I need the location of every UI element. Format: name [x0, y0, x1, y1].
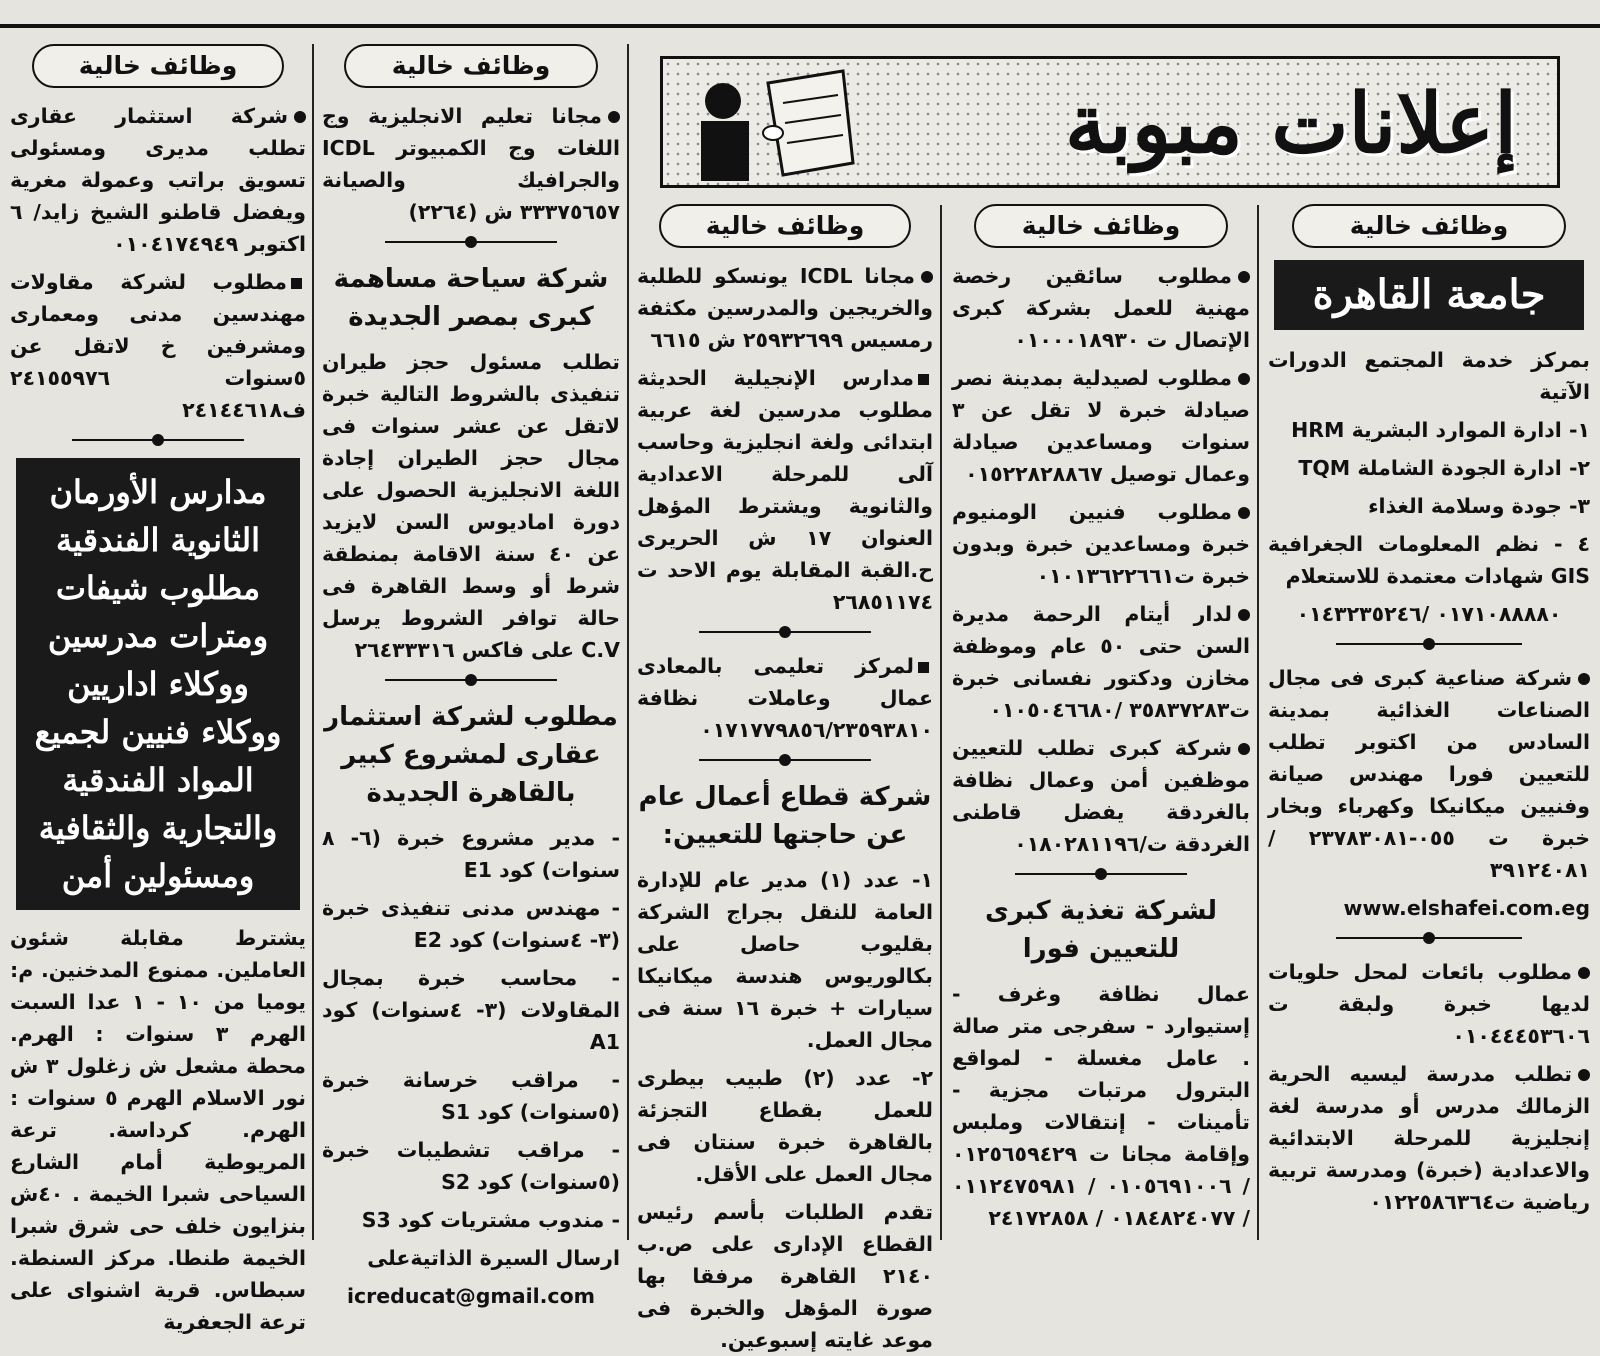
job-item: - مدير مشروع خبرة (٦- ٨ سنوات) كود E1 [322, 826, 620, 882]
banner-title: إعلانات مبوبة [1064, 76, 1517, 172]
separator [72, 432, 244, 448]
ad-text: مطلوب بائعات لمحل حلويات لديها خبرة ولبقة ت ٠١٠٤٤٤٥٣٦٠٦ [1268, 960, 1590, 1048]
ad-text: ارسال السيرة الذاتيةعلى [367, 1246, 620, 1270]
column-rule [627, 44, 629, 1240]
website-link[interactable]: www.elshafei.com.eg [1343, 896, 1590, 920]
reader-illustration-icon [673, 63, 873, 183]
ad-title: شركة قطاع أعمال عام عن حاجتها للتعيين: [638, 782, 932, 850]
column-1 [1268, 200, 1590, 1242]
ad-text: شركة كبرى تطلب للتعيين موظفين أمن وعمال نظافة بالغردقة يفضل قاطنى الغردقة ت/٠١٨٠٢٨١١٩٦ [952, 736, 1250, 856]
top-rule [0, 24, 1600, 28]
column-3 [637, 200, 933, 1352]
bullet-icon [1238, 271, 1250, 283]
ad-text: مجانا تعليم الانجليزية وج اللغات وج الكمبيوتر ICDL والجرافيك والصيانة ٣٣٣٧٥٦٥٧ ش (٢٢٦٤) [322, 104, 620, 224]
column-rule [1257, 205, 1259, 1240]
ad-text: مدارس الإنجيلية الحديثة مطلوب مدرسين لغة عربية ابتدائى ولغة انجليزية وحاسب آلى للمرحلة الاعدادية والثانوية ويشترط المؤهل العنوان ١٧ ش الحريرى ح.القبة المقابلة يوم الاحد ت ٢٦٨٥١١٧٤ [637, 366, 933, 614]
ad-text: تطلب مدرسة ليسيه الحرية الزمالك مدرس أو مدرسة لغة إنجليزية للمرحلة الابتدائية والاعدادية (خبرة) ومدرسة تربية رياضية ت٠١٢٢٥٨٦٣٦٤ [1268, 1062, 1590, 1214]
ad-text: مطلوب فنيين الومنيوم خبرة ومساعدين خبرة وبدون خبرة ت٠١٠١٣٦٢٢٦٦١ [952, 500, 1250, 588]
separator [1336, 930, 1523, 946]
separator [1336, 636, 1523, 652]
course-item: ٣- جودة وسلامة الغذاء [1368, 494, 1590, 518]
cairo-university-box: جامعة القاهرة [1274, 260, 1584, 330]
column-header: وظائف خالية [32, 44, 285, 88]
classifieds-banner [660, 56, 1560, 188]
ad-text: عمال نظافة وغرف - إستيوارد - سفرجى متر صالة . عامل مغسلة - لمواقع البترول مرتبات مجزية - تأمينات - إنتقالات وملبس وإقامة مجانا ت ٠١٢٥٦٥٩٤٢٩ / ٠١٠٥٦٩١٠٠٦ / ٠١١٢٤٧٥٩٨١ / ٠١٨٤٨٢٤٠٧٧ / ٢٤١٧٢٨٥٨ [952, 982, 1251, 1230]
column-5 [10, 40, 307, 1334]
ad-text: مطلوب لصيدلية بمدينة نصر صيادلة خبرة لا تقل عن ٣ سنوات ومساعدين صيادلة وعمال توصيل ٠١٥٢٢٨٢٨٨٦٧ [952, 366, 1250, 486]
ad-text: لمركز تعليمى بالمعادى عمال وعاملات نظافة ٠١٧١٧٧٩٨٥٦/٢٣٥٩٣٨١٠ [637, 654, 933, 742]
column-4 [322, 40, 620, 1308]
bullet-icon [1238, 507, 1250, 519]
bullet-icon [294, 111, 306, 123]
ad-text: يشترط مقابلة شئون العاملين. ممنوع المدخنين. م: يوميا من ١٠ - ١ عدا السبت الهرم ٣ سنوات : الهرم. محطة مشعل ش زغلول ٣ ش نور الاسلام الهرم ٥ سنوات : الهرم. كرداسة. ترعة المريوطية أمام الشارع السياحى شبرا الخيمة . ٤٠ش بنزايون خلف حى شرق شبرا الخيمة طنطا. مركز السنطة. سبطاس. قرية اشنواى على ترعة الجعفرية [10, 926, 307, 1334]
ad-text: ٢- عدد (٢) طبيب بيطرى للعمل بقطاع التجزئة بالقاهرة خبرة سنتان فى مجال العمل على الأقل. [637, 1066, 933, 1186]
column-rule [940, 205, 942, 1240]
ad-text: مجانا ICDL يونسكو للطلبة والخريجين والمدرسين مكثفة رمسيس ٢٥٩٣٢٦٩٩ ش ٦٦١٥ [637, 264, 933, 352]
course-phone: ٠١٧١٠٨٨٨٨٠ /٠١٤٣٢٣٥٢٤٦ [1296, 602, 1562, 626]
job-item: - مراقب تشطيبات خبرة (٥سنوات) كود S2 [322, 1138, 620, 1194]
ad-title: مطلوب لشركة استثمار عقارى لمشروع كبير بالقاهرة الجديدة [324, 702, 618, 808]
job-item: - مراقب خرسانة خبرة (٥سنوات) كود S1 [322, 1068, 620, 1124]
separator [385, 672, 558, 688]
course-item: ١- ادارة الموارد البشرية HRM [1291, 418, 1590, 442]
ad-title: شركة سياحة مساهمة كبرى بمصر الجديدة [333, 264, 609, 332]
square-bullet-icon [291, 278, 302, 289]
column-header: وظائف خالية [344, 44, 598, 88]
ad-text: لدار أيتام الرحمة مديرة السن حتى ٥٠ عام وموظفة مخازن ودكتور نفسانى خبرة ت٣٥٨٣٧٢٨٣ /٠١٠٥٠٤٦٦٨٠ [952, 602, 1250, 722]
column-rule [312, 44, 314, 1240]
bullet-icon [1238, 373, 1250, 385]
bullet-icon [608, 111, 620, 123]
ad-text: تقدم الطلبات بأسم رئيس القطاع الإدارى على ص.ب ٢١٤٠ القاهرة مرفقا بها صورة المؤهل والخبرة فى موعد غايته إسبوعين. [637, 1200, 933, 1352]
ad-text: مطلوب لشركة مقاولات مهندسين مدنى ومعمارى ومشرفين خ لاتقل عن ٥سنوات ٢٤١٥٥٩٧٦ ف٢٤١٤٤٦١٨ [10, 270, 306, 422]
column-header: وظائف خالية [659, 204, 912, 248]
course-item: ٢- ادارة الجودة الشاملة TQM [1298, 456, 1590, 480]
separator [699, 752, 871, 768]
bullet-icon [1238, 743, 1250, 755]
ad-title: لشركة تغذية كبرى للتعيين فورا [984, 896, 1218, 964]
email-link[interactable]: icreducat@gmail.com [346, 1284, 596, 1308]
job-item: - مهندس مدنى تنفيذى خبرة (٣- ٤سنوات) كود E2 [322, 896, 620, 952]
separator [699, 624, 871, 640]
bullet-icon [1578, 967, 1590, 979]
square-bullet-icon [918, 662, 929, 673]
job-item: - مندوب مشتريات كود S3 [361, 1208, 620, 1232]
column-2 [952, 200, 1250, 1242]
course-intro: بمركز خدمة المجتمع الدورات الآتية [1268, 348, 1590, 404]
course-item: ٤ - نظم المعلومات الجغرافية GIS شهادات معتمدة للاستعلام [1268, 532, 1590, 588]
square-bullet-icon [918, 374, 929, 385]
orman-schools-box: مدارس الأورمان الثانوية الفندقية مطلوب شيفات ومترات مدرسين ووكلاء اداريين ووكلاء فنيين لجميع المواد الفندقية والتجارية والثقافية ومسئولين أمن [16, 458, 300, 910]
ad-text: ١- عدد (١) مدير عام للإدارة العامة للنقل بجراج الشركة بقليوب حاصل على بكالوريوس هندسة ميكانيكا سيارات + خبرة ١٦ سنة فى مجال العمل. [637, 868, 933, 1052]
ad-text: تطلب مسئول حجز طيران تنفيذى بالشروط التالية خبرة لاتقل عن عشر سنوات فى مجال حجز الطيران إجادة اللغة الانجليزية الحصول على دورة اماديوس السن لايزيد عن ٤٠ سنة الاقامة بمنطقة شرط أو وسط القاهرة فى حالة توافر الشروط يرسل C.V على فاكس ٢٦٤٣٣٣١٦ [322, 350, 620, 662]
bullet-icon [1238, 609, 1250, 621]
column-header: وظائف خالية [1292, 204, 1566, 248]
ad-text: شركة استثمار عقارى تطلب مديرى ومسئولى تسويق براتب وعمولة مغرية ويفضل قاطنو الشيخ زايد/ ٦ اكتوبر ٠١٠٤١٧٤٩٤٩ [10, 104, 306, 256]
bullet-icon [1578, 673, 1590, 685]
ad-text: مطلوب سائقين رخصة مهنية للعمل بشركة كبرى الإتصال ت ٠١٠٠٠١٨٩٣٠ [952, 264, 1250, 352]
bullet-icon [921, 271, 933, 283]
separator [1015, 866, 1188, 882]
separator [385, 234, 558, 250]
column-header: وظائف خالية [974, 204, 1228, 248]
bullet-icon [1578, 1069, 1590, 1081]
ad-text: شركة صناعية كبرى فى مجال الصناعات الغذائية بمدينة السادس من اكتوبر تطلب للتعيين فورا مهندس صيانة وفنيين ميكانيكا وكهرباء وبخار خبرة ت ٠٥٥-٢٣٧٨٣٠٨١ /٣٩١٢٤٠٨١ [1268, 666, 1590, 882]
job-item: - محاسب خبرة بمجال المقاولات (٣- ٤سنوات) كود A1 [322, 966, 620, 1054]
